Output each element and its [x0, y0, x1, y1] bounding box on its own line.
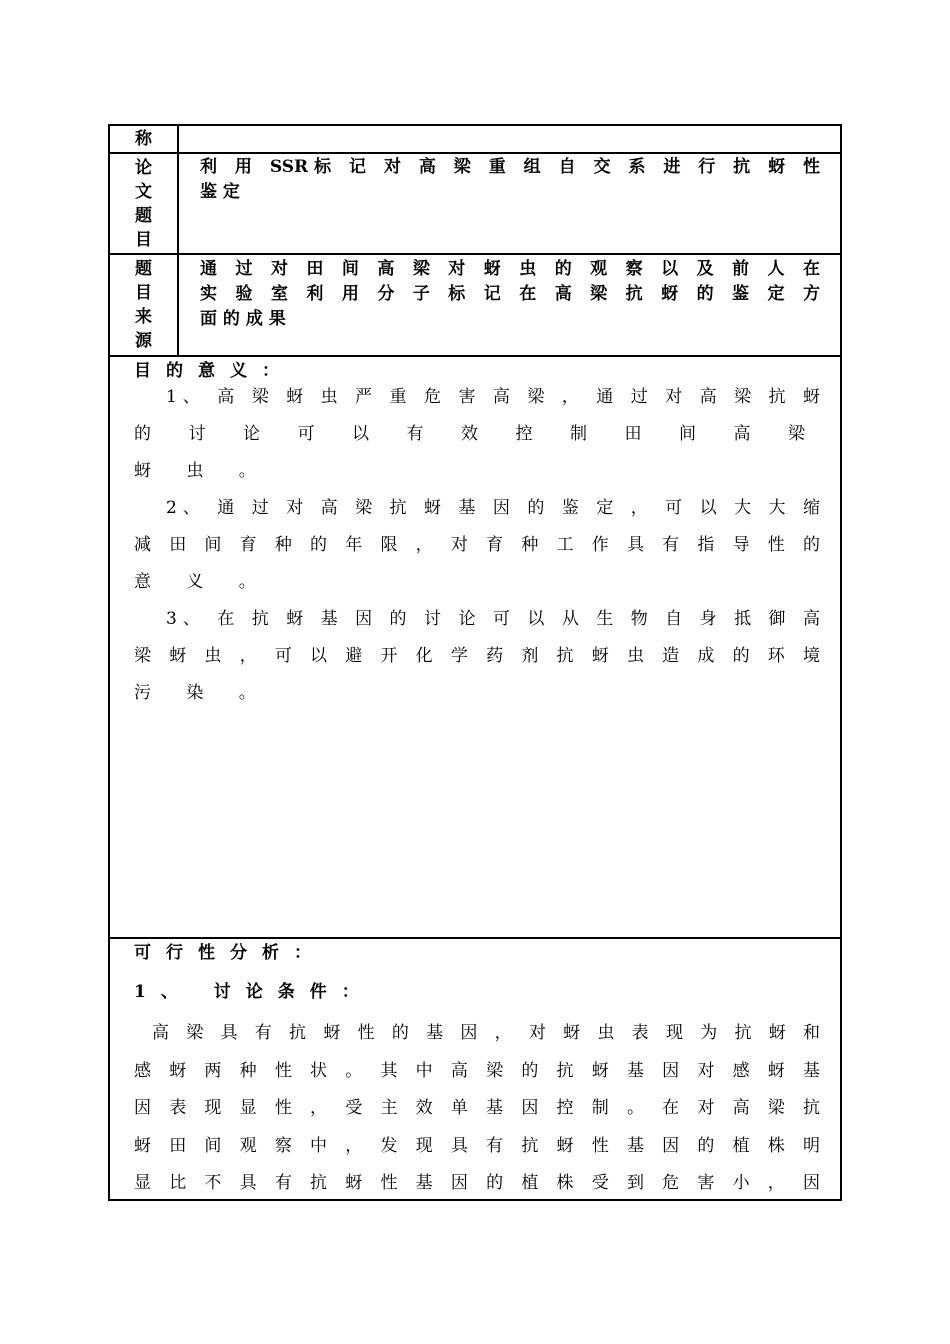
row-divider	[110, 937, 840, 939]
thesis-title-text: 利 用 SSR标 记 对 高 梁 重 组 自 交 系 进 行 抗 蚜 性 鉴 定	[200, 157, 820, 202]
purpose-section	[134, 359, 820, 712]
row-divider	[110, 152, 840, 154]
purpose-paragraph-2: 2、 通 过 对 高 梁 抗 蚜 基 因 的 鉴 定 ， 可 以 大 大 缩 减 田 间 育 种 的 年 限 ， 对 育 种 工 作 具 有 指 导 性 的 意 义 。	[134, 498, 820, 592]
topic-source-text: 通 过 对 田 间 高 梁 对 蚜 虫 的 观 察 以 及 前 人 在 实 验 室 利 用 分 子 标 记 在 高 梁 抗 蚜 的 鉴 定 方 面 的 成 果	[200, 259, 820, 329]
feasibility-heading: 可行性分析：	[134, 943, 326, 963]
proposal-table	[108, 124, 842, 1201]
research-conditions-heading: 1、 讨论条件：	[134, 982, 374, 1002]
purpose-paragraph-1: 1、 高 梁 蚜 虫 严 重 危 害 高 梁 ， 通 过 对 高 梁 抗 蚜 的 讨 论 可 以 有 效 控 制 田 间 高 梁 蚜 虫 。	[134, 387, 820, 481]
row-divider	[110, 253, 840, 255]
feasibility-paragraph: 高 梁 具 有 抗 蚜 性 的 基 因 ， 对 蚜 虫 表 现 为 抗 蚜 和 感 蚜 两 种 性 状 。 其 中 高 梁 的 抗 蚜 基 因 对 感 蚜 基 因 表 现 显 性 ， 受 主 效 单 基 因 控 制 。 在 对 高 梁 抗 蚜 田 间 观 察 中 ， 发 现 具 有 抗 蚜 性 基 因 的 植 株 明 显 比 不 具 有 抗 蚜 性 基 因 的 植 株 受 到 危 害 小 ， 因	[134, 1023, 820, 1193]
label-column-divider	[177, 126, 179, 355]
name-label: 称	[135, 129, 152, 149]
purpose-paragraph-3: 3、 在 抗 蚜 基 因 的 讨 论 可 以 从 生 物 自 身 抵 御 高 梁 蚜 虫 ， 可 以 避 开 化 学 药 剂 抗 蚜 虫 造 成 的 环 境 污 染 。	[134, 609, 820, 703]
purpose-heading: 目的意义：	[134, 361, 294, 381]
row-divider	[110, 355, 840, 357]
thesis-title-label: 论 文 题 目	[135, 158, 152, 250]
topic-source-label: 题 目 来 源	[135, 259, 152, 351]
feasibility-section	[134, 941, 820, 1203]
